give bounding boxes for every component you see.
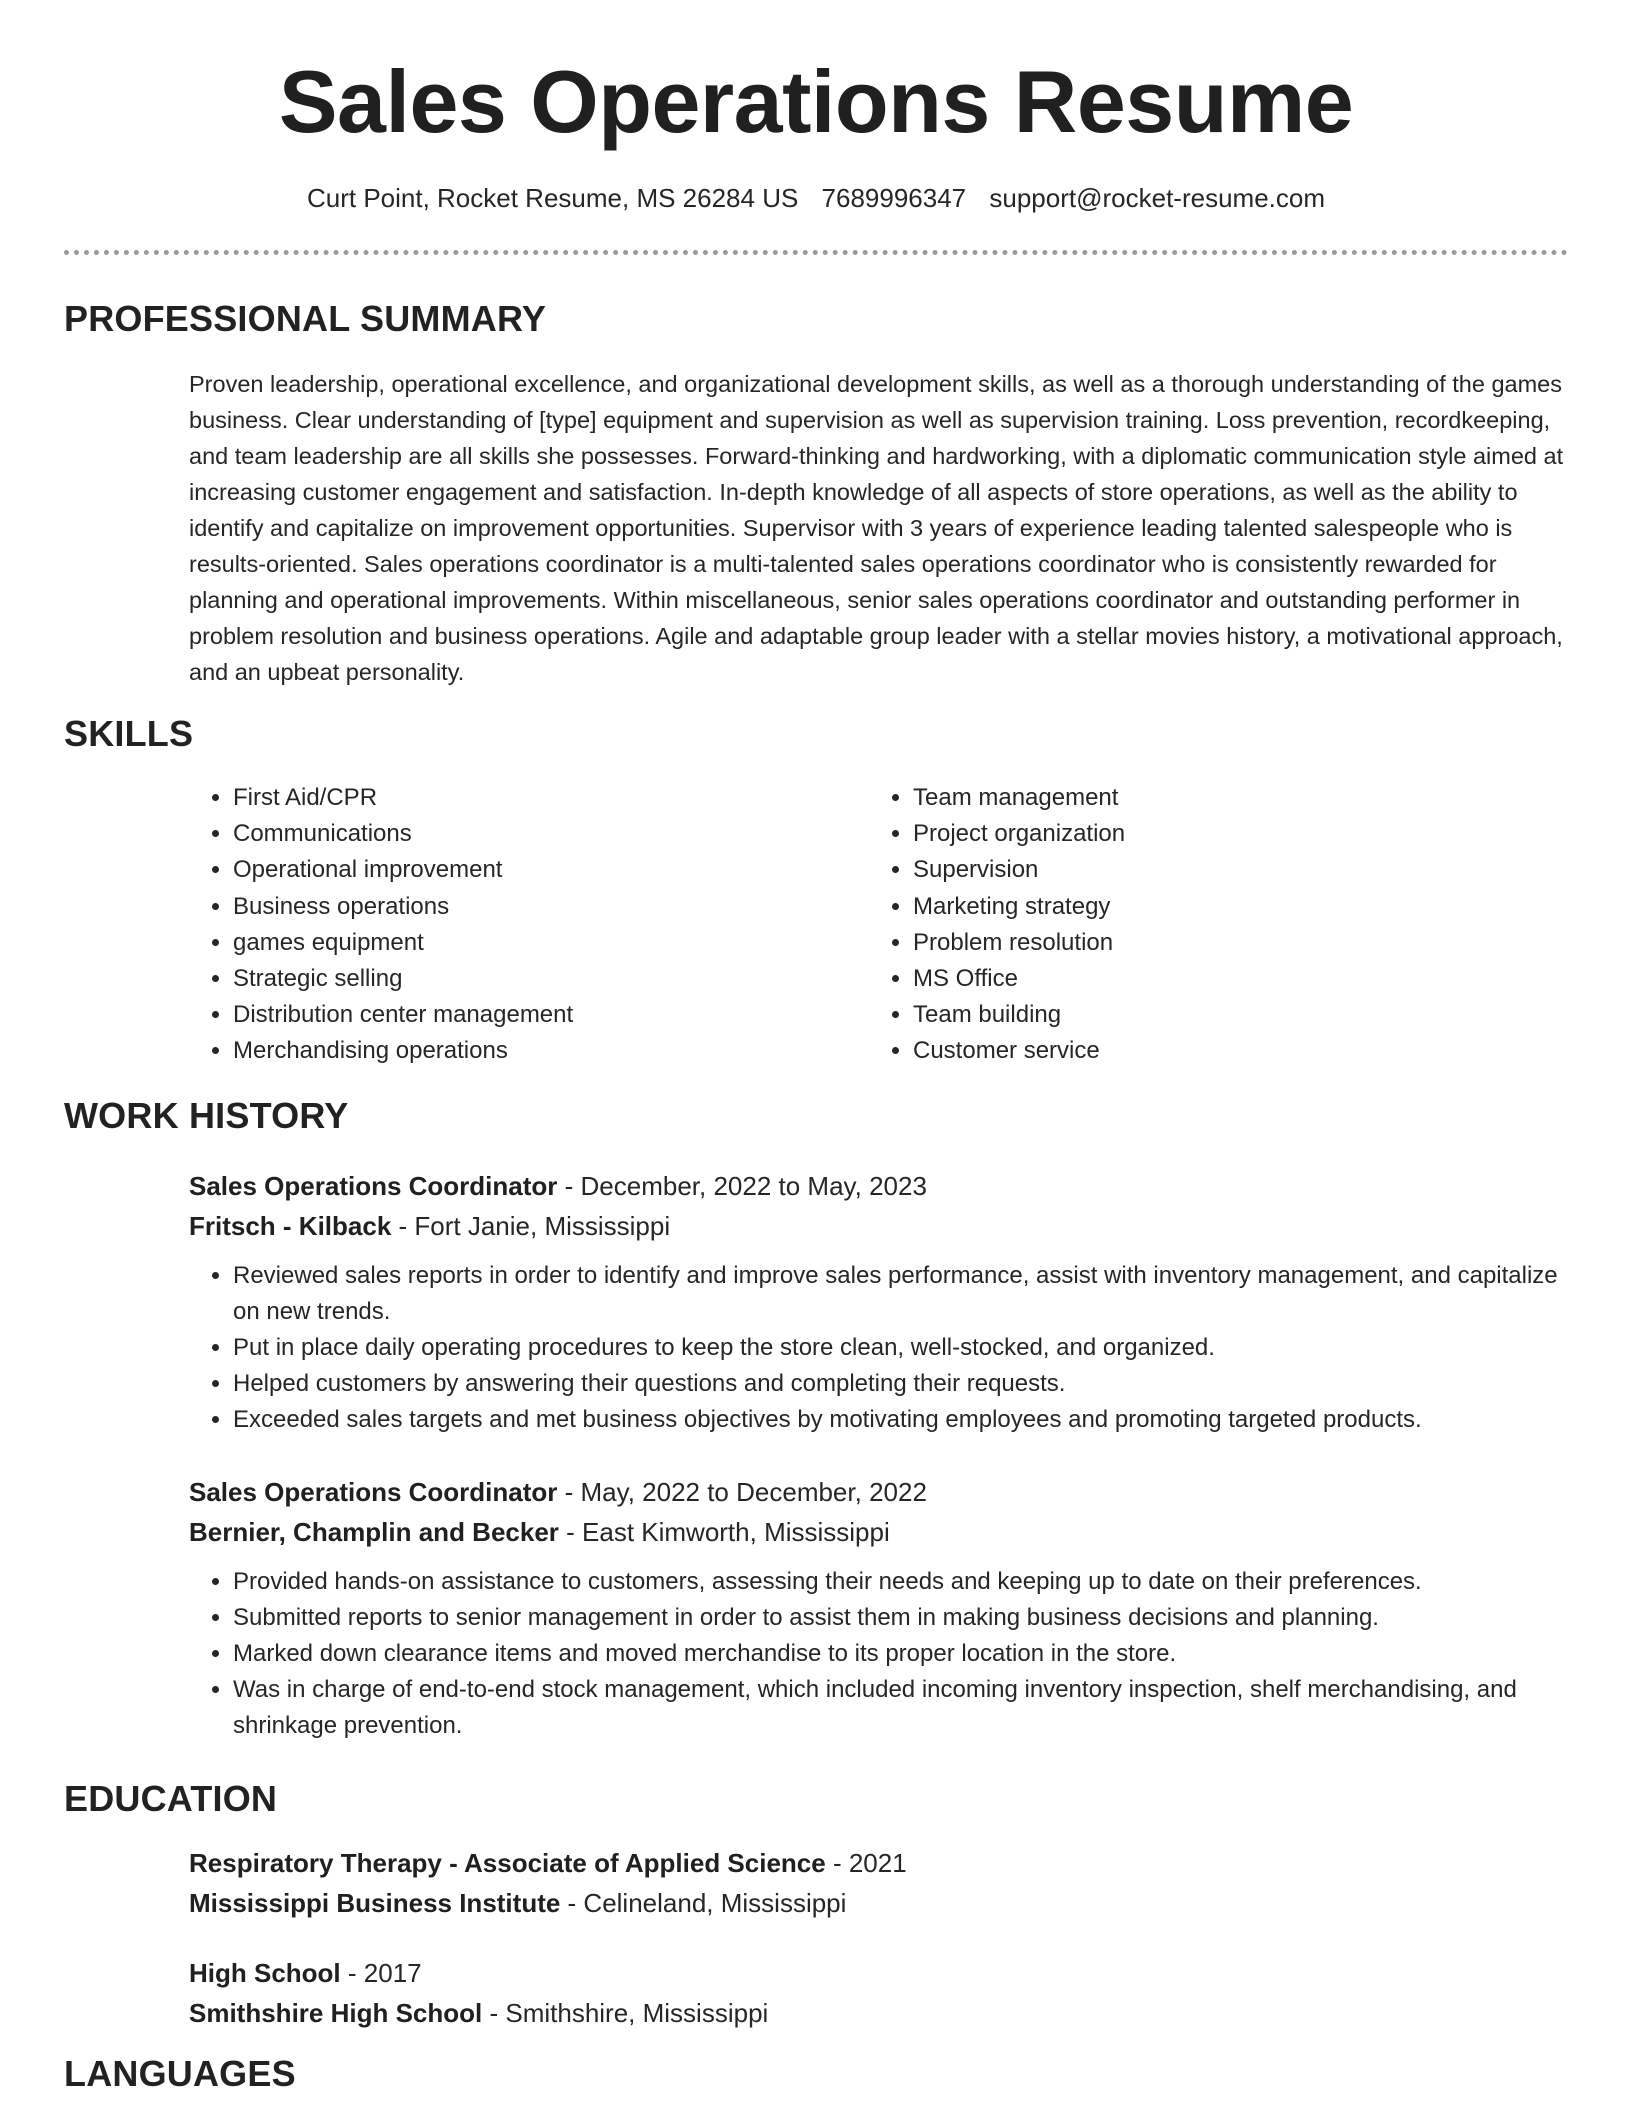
job-bullet: • Submitted reports to senior management in order to assist them in making business decisions and planning. <box>233 1600 1569 1636</box>
skill-item: • Team building <box>913 997 1549 1033</box>
skill-item: • Distribution center management <box>233 997 869 1033</box>
section-title-skills: SKILLS <box>64 713 194 754</box>
skills-column-right <box>869 780 1549 1070</box>
education-degree-line <box>189 1953 1569 1993</box>
contact-address: Curt Point, Rocket Resume, MS 26284 US <box>306 183 799 213</box>
skill-item: • Strategic selling <box>233 961 869 997</box>
section-title-languages: LANGUAGES <box>64 2053 296 2094</box>
skills-list <box>189 780 1569 1070</box>
education-location: - Smithshire, Mississippi <box>482 1998 769 2028</box>
skill-item: • Customer service <box>913 1033 1549 1069</box>
skill-item: • First Aid/CPR <box>233 780 869 816</box>
job-bullet: • Helped customers by answering their questions and completing their requests. <box>233 1366 1569 1402</box>
job-bullet: • Reviewed sales reports in order to identify and improve sales performance, assist with inventory management, and capitalize on new trends. <box>233 1258 1569 1330</box>
contact-phone: 7689996347 <box>821 183 967 213</box>
job-title: Sales Operations Coordinator <box>189 1171 558 1201</box>
job-company: Fritsch - Kilback <box>189 1211 392 1241</box>
section-title-education: EDUCATION <box>64 1778 278 1819</box>
education-year: - 2021 <box>825 1848 907 1878</box>
job-bullet: • Put in place daily operating procedures to keep the store clean, well-stocked, and organized. <box>233 1330 1569 1366</box>
job-title-line <box>189 1472 1569 1512</box>
job-title: Sales Operations Coordinator <box>189 1477 558 1507</box>
skill-item: • Problem resolution <box>913 925 1549 961</box>
skills-column-left <box>189 780 869 1070</box>
job-company-line <box>189 1206 1569 1246</box>
job-bullet: • Marked down clearance items and moved merchandise to its proper location in the store. <box>233 1636 1569 1672</box>
education-school-line <box>189 1883 1569 1923</box>
header-divider <box>64 250 1568 255</box>
job-location: - East Kimworth, Mississippi <box>558 1517 890 1547</box>
contact-line <box>0 180 1632 216</box>
education-year: - 2017 <box>340 1958 422 1988</box>
skill-item: • Communications <box>233 816 869 852</box>
education-degree: High School <box>189 1958 341 1988</box>
job-dates: - December, 2022 to May, 2023 <box>557 1171 927 1201</box>
job-bullet: • Exceeded sales targets and met business objectives by motivating employees and promoting targeted products. <box>233 1402 1569 1438</box>
skill-item: • Project organization <box>913 816 1549 852</box>
skill-item: • games equipment <box>233 925 869 961</box>
skill-item: • MS Office <box>913 961 1549 997</box>
job-company-line <box>189 1512 1569 1552</box>
skill-item: • Team management <box>913 780 1549 816</box>
education-degree-line <box>189 1843 1569 1883</box>
section-title-work: WORK HISTORY <box>64 1095 349 1136</box>
education-entry <box>189 1843 1569 1923</box>
skill-item: • Supervision <box>913 852 1549 888</box>
section-title-summary: PROFESSIONAL SUMMARY <box>64 298 547 339</box>
job-bullet: • Provided hands-on assistance to customers, assessing their needs and keeping up to date on their preferences. <box>233 1564 1569 1600</box>
resume-title: Sales Operations Resume <box>278 52 1354 151</box>
job-location: - Fort Janie, Mississippi <box>391 1211 671 1241</box>
job-bullet: • Was in charge of end-to-end stock management, which included incoming inventory inspection, shelf merchandising, and shrinkage prevention. <box>233 1672 1569 1744</box>
skill-item: • Operational improvement <box>233 852 869 888</box>
education-school: Smithshire High School <box>189 1998 483 2028</box>
job-bullets <box>189 1258 1569 1438</box>
contact-email: support@rocket-resume.com <box>989 183 1326 213</box>
job-dates: - May, 2022 to December, 2022 <box>557 1477 927 1507</box>
education-location: - Celineland, Mississippi <box>560 1888 847 1918</box>
education-degree: Respiratory Therapy - Associate of Applied Science <box>189 1848 826 1878</box>
job-company: Bernier, Champlin and Becker <box>189 1517 559 1547</box>
job-bullets <box>189 1564 1569 1744</box>
education-school-line <box>189 1993 1569 2033</box>
job-entry <box>189 1166 1569 1438</box>
education-school: Mississippi Business Institute <box>189 1888 561 1918</box>
summary-text: Proven leadership, operational excellence, and organizational development skills, as well as a thorough understanding of the games business. Clear understanding of [type] equipment and supervision as well as supervision training. Loss prevention, recordkeeping, and team leadership are all skills she possesses. Forward-thinking and hardworking, with a diplomatic communication style aimed at increasing customer engagement and satisfaction. In-depth knowledge of all aspects of store operations, as well as the ability to identify and capitalize on improvement opportunities. Supervisor with 3 years of experience leading talented salespeople who is results-oriented. Sales operations coordinator is a multi-talented sales operations coordinator who is consistently rewarded for planning and operational improvements. Within miscellaneous, senior sales operations coordinator and outstanding performer in problem resolution and business operations. Agile and adaptable group leader with a stellar movies history, a motivational approach, and an upbeat personality. <box>189 371 1564 685</box>
skill-item: • Business operations <box>233 889 869 925</box>
skill-item: • Merchandising operations <box>233 1033 869 1069</box>
job-title-line <box>189 1166 1569 1206</box>
job-entry <box>189 1472 1569 1744</box>
skill-item: • Marketing strategy <box>913 889 1549 925</box>
education-entry <box>189 1953 1569 2033</box>
